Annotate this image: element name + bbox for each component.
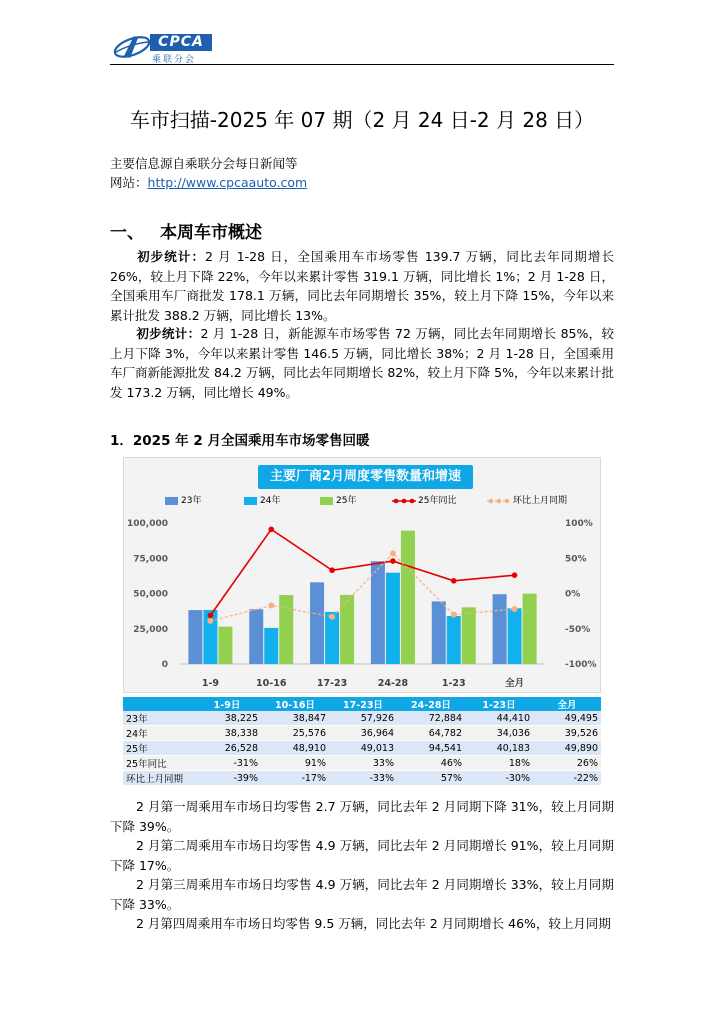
table-cell: 91%: [261, 756, 329, 771]
bar-23年-1-23日: [432, 601, 446, 664]
website-label: 网站：: [110, 175, 148, 190]
y2-tick-label: -50%: [565, 624, 591, 635]
x-tick-label: 1-23: [441, 678, 466, 689]
paragraph-label: 初步统计：: [136, 326, 201, 341]
y-tick-label: 75,000: [133, 554, 168, 565]
row-label: 23年: [123, 711, 193, 726]
bar-24年-10-16日: [264, 628, 278, 664]
table-cell: 49,013: [329, 741, 397, 756]
table-header-cell: 全月: [533, 697, 601, 711]
x-tick-label: 10-16: [256, 678, 287, 689]
weekly-retail-chart: [123, 457, 601, 693]
point-25年同比-全月: [512, 572, 518, 578]
chart-title: 主要厂商2月周度零售数量和增速: [258, 465, 473, 489]
table-cell: -30%: [465, 771, 533, 786]
bar-23年-24-28日: [371, 561, 385, 664]
table-cell: 49,890: [533, 741, 601, 756]
document-title: 车市扫描-2025 年 07 期（2 月 24 日-2 月 28 日）: [129, 108, 595, 132]
table-cell: 64,782: [397, 726, 465, 741]
x-tick-label: 17-23: [316, 678, 348, 689]
paragraph-label: 初步统计：: [136, 249, 206, 264]
point-环比上月同期-10-16日: [268, 602, 274, 608]
table-cell: -22%: [533, 771, 601, 786]
cpca-emblem-icon: [110, 30, 154, 64]
y2-tick-label: 0%: [565, 589, 581, 600]
table-cell: 38,225: [193, 711, 261, 726]
subsection-heading: 1．2025 年 2 月全国乘用车市场零售回暖: [110, 433, 370, 449]
logo-subtitle: 乘联分会: [152, 55, 197, 65]
bar-25年-10-16日: [279, 595, 293, 664]
row-label: 环比上月同期: [123, 771, 193, 786]
table-cell: 33%: [329, 756, 397, 771]
table-row: [123, 771, 601, 786]
point-25年同比-24-28日: [390, 558, 396, 564]
weekly-paragraph-3: 2 月第三周乘用车市场日均零售 4.9 万辆，同比去年 2 月同期增长 33%，较上月同期下降 33%。: [110, 877, 614, 912]
table-cell: -39%: [193, 771, 261, 786]
bar-24年-24-28日: [386, 573, 400, 664]
bar-24年-全月: [508, 608, 522, 664]
paragraph-text: 2 月 1-28 日，全国乘用车市场零售 139.7 万辆，同比去年同期增长 26%，较上月下降 22%，今年以来累计零售 319.1 万辆，同比增长 1%；2 月 1-28 日，全国乘用车厂商批发 178.1 万辆，同比去年同期增长 35%，较上月下降 15%，今年以来累计批发 388.2 万辆，同比增长 13%。: [110, 249, 614, 323]
bar-24年-1-23日: [447, 616, 461, 664]
table-cell: 25,576: [261, 726, 329, 741]
bar-23年-10-16日: [249, 609, 263, 664]
y-tick-label: 0: [161, 660, 168, 670]
table-cell: 38,338: [193, 726, 261, 741]
source-line: 主要信息源自乘联分会每日新闻等: [110, 156, 298, 171]
weekly-retail-table: [123, 697, 601, 786]
y-tick-label: 25,000: [133, 624, 168, 635]
weekly-paragraph-2: 2 月第二周乘用车市场日均零售 4.9 万辆，同比去年 2 月同期增长 91%，较上月同期下降 17%。: [110, 838, 614, 873]
table-cell: -33%: [329, 771, 397, 786]
legend-25: 25年: [320, 495, 356, 507]
y2-tick-label: 100%: [565, 519, 593, 529]
website-link[interactable]: http://www.cpcaauto.com: [147, 175, 308, 190]
point-25年同比-1-9日: [208, 613, 214, 619]
website-line: [110, 173, 307, 191]
table-cell: 48,910: [261, 741, 329, 756]
legend-mom: 环比上月同期: [487, 495, 567, 507]
table-header-cell: 1-9日: [193, 697, 261, 711]
table-row: [123, 711, 601, 726]
section-heading-overview: [110, 218, 262, 243]
bar-25年-24-28日: [401, 531, 415, 664]
x-tick-label: 24-28: [377, 678, 409, 689]
table-cell: 36,964: [329, 726, 397, 741]
table-cell: 46%: [397, 756, 465, 771]
table-cell: 26,528: [193, 741, 261, 756]
bar-25年-1-9日: [218, 627, 232, 664]
y2-tick-label: -100%: [565, 660, 597, 670]
table-header-cell: 10-16日: [261, 697, 329, 711]
y2-tick-label: 50%: [565, 554, 587, 565]
table-cell: 18%: [465, 756, 533, 771]
table-cell: 34,036: [465, 726, 533, 741]
point-25年同比-17-23日: [329, 567, 335, 573]
x-tick-label: 全月: [505, 678, 525, 689]
point-环比上月同期-17-23日: [329, 614, 335, 620]
legend-24: 24年: [244, 495, 280, 507]
bar-23年-17-23日: [310, 582, 324, 664]
point-25年同比-1-23日: [451, 578, 457, 584]
table-header-row: [123, 697, 601, 711]
legend-yoy: 25年同比: [392, 495, 456, 507]
bar-25年-17-23日: [340, 595, 354, 664]
section-number: 一、: [110, 223, 144, 243]
point-25年同比-10-16日: [268, 527, 274, 533]
table-header-cell: 1-23日: [465, 697, 533, 711]
line-series-25年同比: [210, 529, 514, 615]
table-row: [123, 726, 601, 741]
point-环比上月同期-1-9日: [207, 618, 213, 624]
bar-25年-1-23日: [462, 607, 476, 664]
table-header-cell: 17-23日: [329, 697, 397, 711]
legend-23: 23年: [165, 495, 201, 507]
section-title: 本周车市概述: [160, 223, 262, 243]
bar-23年-1-9日: [188, 610, 202, 664]
table-row: [123, 741, 601, 756]
table-cell: 49,495: [533, 711, 601, 726]
overview-paragraph-1: [110, 247, 614, 325]
weekly-paragraph-4: 2 月第四周乘用车市场日均零售 9.5 万辆，同比去年 2 月同期增长 46%，较上月同期: [136, 916, 611, 931]
weekly-paragraph-1: 2 月第一周乘用车市场日均零售 2.7 万辆，同比去年 2 月同期下降 31%，较上月同期下降 39%。: [110, 799, 614, 834]
y-tick-label: 100,000: [127, 519, 168, 529]
row-label: 24年: [123, 726, 193, 741]
table-cell: 38,847: [261, 711, 329, 726]
y-tick-label: 50,000: [133, 589, 168, 600]
point-环比上月同期-全月: [512, 606, 518, 612]
bar-25年-全月: [523, 594, 537, 664]
overview-paragraph-2: [110, 324, 614, 402]
table-cell: 57%: [397, 771, 465, 786]
table-cell: 39,526: [533, 726, 601, 741]
point-环比上月同期-24-28日: [390, 550, 396, 556]
row-label: 25年: [123, 741, 193, 756]
bar-23年-全月: [493, 594, 507, 664]
table-cell: 40,183: [465, 741, 533, 756]
row-label: 25年同比: [123, 756, 193, 771]
table-cell: -17%: [261, 771, 329, 786]
point-环比上月同期-1-23日: [451, 612, 457, 618]
table-cell: 26%: [533, 756, 601, 771]
paragraph-text: 2 月 1-28 日，新能源车市场零售 72 万辆，同比去年同期增长 85%，较上月下降 3%，今年以来累计零售 146.5 万辆，同比增长 38%；2 月 1-28 日，全国乘用车厂商新能源批发 84.2 万辆，同比去年同期增长 82%，较上月下降 5%，今年以来累计批发 173.2 万辆，同比增长 49%。: [110, 326, 614, 400]
table-row: [123, 756, 601, 771]
table-cell: -31%: [193, 756, 261, 771]
table-header-cell: [123, 697, 193, 711]
header-rule: [110, 64, 614, 65]
table-cell: 57,926: [329, 711, 397, 726]
table-header-cell: 24-28日: [397, 697, 465, 711]
table-cell: 44,410: [465, 711, 533, 726]
logo-text: CPCA: [150, 34, 212, 51]
x-tick-label: 1-9: [201, 678, 220, 689]
table-cell: 72,884: [397, 711, 465, 726]
table-cell: 94,541: [397, 741, 465, 756]
